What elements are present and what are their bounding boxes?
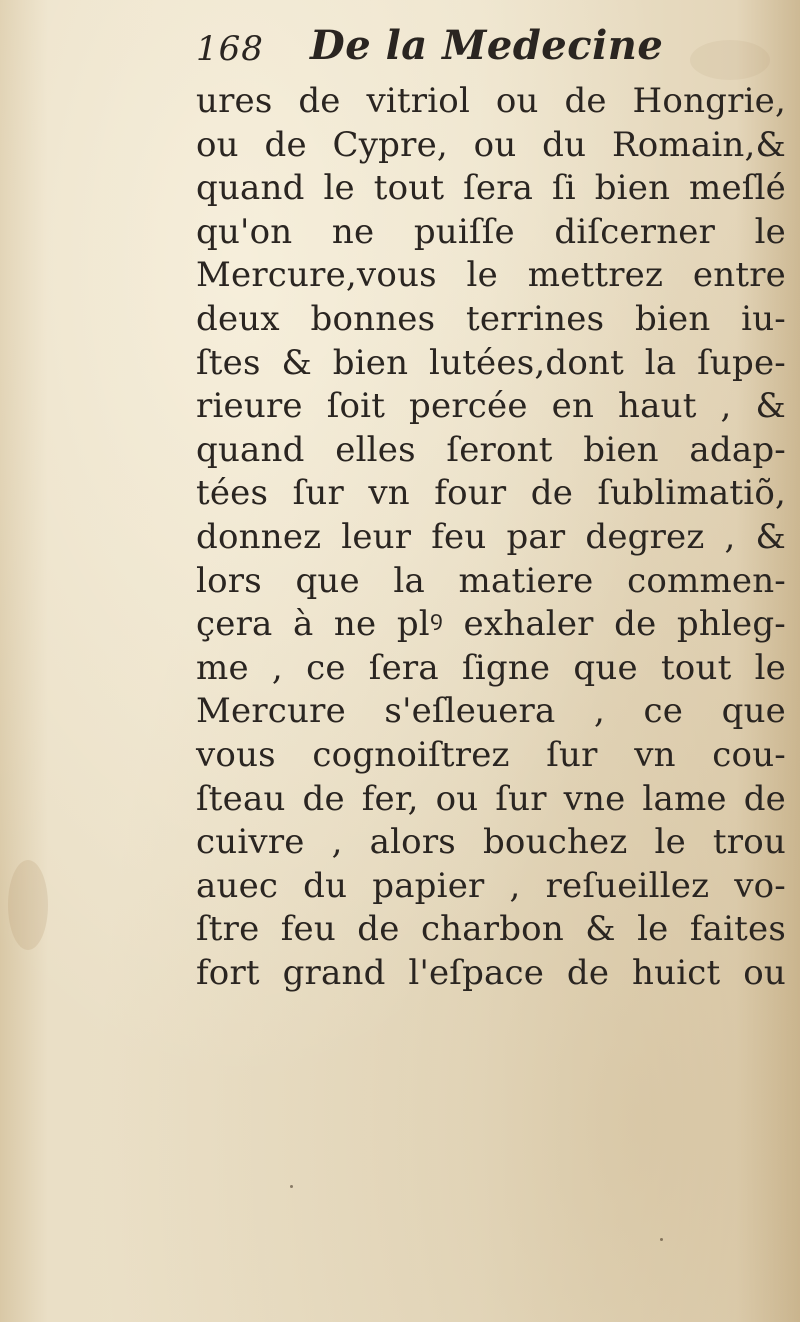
text-line: donnez leur feu par degrez , & [196,516,786,557]
text-line: Mercure,vous le mettrez entre [196,255,786,296]
text-line: rieure ſoit percée en haut , & [196,386,786,427]
text-line: quand elles ſeront bien adap- [196,429,786,470]
text-line: cuivre , alors bouchez le trou [196,822,786,863]
page-number: 168 [196,29,264,69]
text-line: ſteau de fer, ou ſur vne lame de [196,778,786,819]
text-line: me , ce ſera ſigne que tout le [196,647,786,688]
paper-stain [8,860,48,950]
text-line: lors que la matiere commen- [196,560,786,601]
ink-fleck [660,1238,663,1241]
text-line: fort grand l'eſpace de huict ou [196,952,786,993]
text-line: tées ſur vn four de ſublimatiõ, [196,473,786,514]
text-line: Mercure s'eſleuera , ce que [196,691,786,732]
body-text [196,80,786,995]
text-line: auec du papier , reſueillez vo- [196,865,786,906]
running-title: De la Medecine [310,22,664,69]
text-line: qu'on ne puiſſe diſcerner le [196,211,786,252]
text-line: çera à ne plꝰ exhaler de phleg- [196,604,786,645]
text-line: ou de Cypre, ou du Romain,& [196,124,786,165]
text-line: deux bonnes terrines bien iu- [196,298,786,339]
text-line: vous cognoiſtrez ſur vn cou- [196,734,786,775]
running-head [196,14,756,78]
text-line: ures de vitriol ou de Hongrie, [196,81,786,121]
text-line: ſtre feu de charbon & le faites [196,909,786,950]
text-line: quand le tout ſera ſi bien meſlé [196,168,786,209]
ink-fleck [290,1185,293,1188]
text-line: ſtes & bien lutées,dont la ſupe- [196,342,786,383]
